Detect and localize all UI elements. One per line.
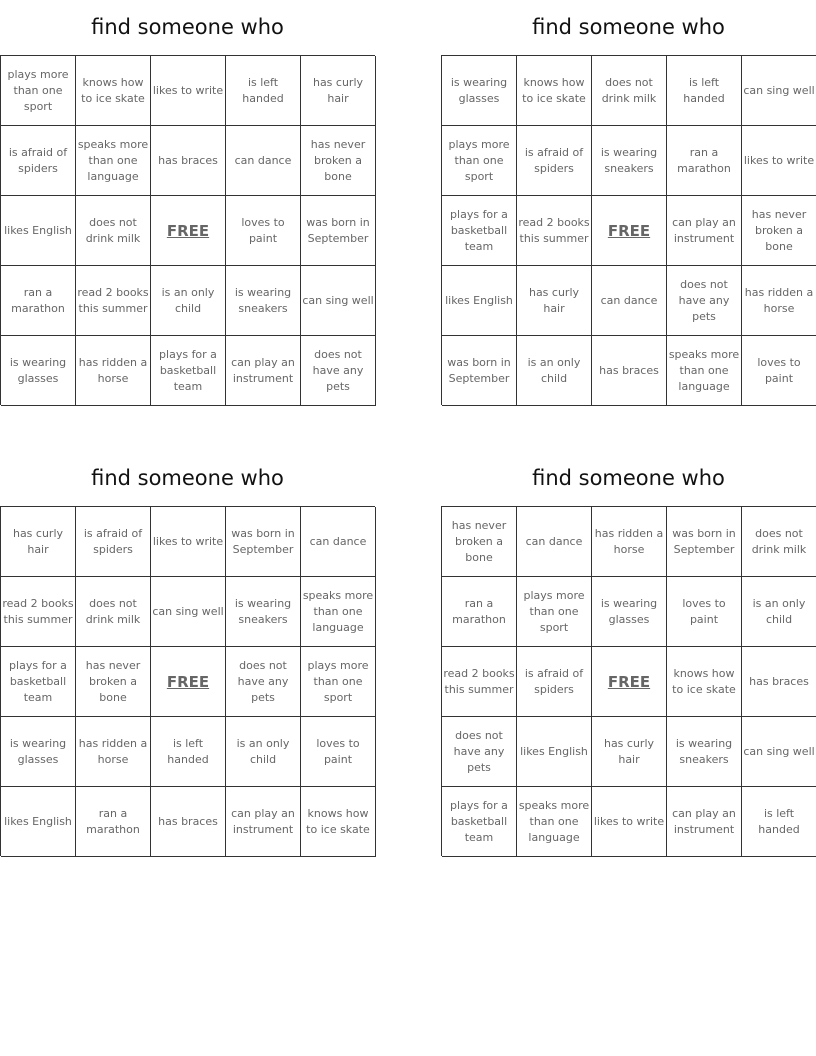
bingo-cell: likes English (1, 196, 76, 266)
bingo-cell: ran a marathon (667, 126, 742, 196)
bingo-cell: loves to paint (742, 336, 816, 406)
bingo-cell: was born in September (301, 196, 376, 266)
bingo-cell: speaks more than one language (517, 787, 592, 857)
bingo-cell: has never broken a bone (442, 507, 517, 577)
bingo-cell: likes to write (151, 507, 226, 577)
bingo-cell: is wearing glasses (592, 577, 667, 647)
bingo-cell: does not have any pets (301, 336, 376, 406)
bingo-cell: is afraid of spiders (1, 126, 76, 196)
bingo-cell: is left handed (151, 717, 226, 787)
bingo-cell: is wearing sneakers (226, 266, 301, 336)
bingo-cell: loves to paint (226, 196, 301, 266)
bingo-cell: plays more than one sport (442, 126, 517, 196)
bingo-cell: can dance (517, 507, 592, 577)
bingo-cell: is left handed (742, 787, 816, 857)
bingo-cell: has never broken a bone (76, 647, 151, 717)
bingo-cell: read 2 books this summer (76, 266, 151, 336)
bingo-cell: likes to write (592, 787, 667, 857)
bingo-cell: is wearing glasses (442, 56, 517, 126)
bingo-cell: plays for a basketball team (442, 787, 517, 857)
bingo-cell: plays more than one sport (301, 647, 376, 717)
bingo-cell: can sing well (301, 266, 376, 336)
bingo-cell: plays for a basketball team (442, 196, 517, 266)
card-title: find someone who (91, 15, 284, 39)
bingo-cell: is an only child (517, 336, 592, 406)
bingo-card-3 (0, 451, 375, 856)
bingo-cell: can play an instrument (667, 787, 742, 857)
bingo-cell: has never broken a bone (301, 126, 376, 196)
bingo-cell: can play an instrument (226, 336, 301, 406)
bingo-cell: knows how to ice skate (76, 56, 151, 126)
bingo-cell: knows how to ice skate (517, 56, 592, 126)
free-space: FREE (151, 647, 226, 717)
bingo-cell: is wearing sneakers (592, 126, 667, 196)
free-space: FREE (592, 647, 667, 717)
bingo-cell: read 2 books this summer (1, 577, 76, 647)
bingo-cell: can play an instrument (226, 787, 301, 857)
bingo-cell: is wearing sneakers (226, 577, 301, 647)
bingo-cell: is left handed (226, 56, 301, 126)
bingo-cell: likes English (517, 717, 592, 787)
bingo-cell: can sing well (742, 56, 816, 126)
bingo-cell: plays for a basketball team (151, 336, 226, 406)
bingo-cell: has ridden a horse (742, 266, 816, 336)
card-title: find someone who (532, 466, 725, 490)
bingo-cell: is afraid of spiders (517, 647, 592, 717)
bingo-cell: can sing well (151, 577, 226, 647)
bingo-cell: has curly hair (517, 266, 592, 336)
bingo-cell: can play an instrument (667, 196, 742, 266)
bingo-cell: does not drink milk (76, 577, 151, 647)
bingo-cell: likes English (1, 787, 76, 857)
bingo-cell: ran a marathon (442, 577, 517, 647)
bingo-cell: read 2 books this summer (517, 196, 592, 266)
bingo-cell: speaks more than one language (301, 577, 376, 647)
bingo-cell: has ridden a horse (76, 717, 151, 787)
free-space: FREE (592, 196, 667, 266)
bingo-grid (0, 506, 375, 856)
bingo-cell: plays for a basketball team (1, 647, 76, 717)
bingo-cell: does not drink milk (742, 507, 816, 577)
bingo-cell: does not drink milk (76, 196, 151, 266)
bingo-grid (441, 506, 816, 856)
bingo-cell: has curly hair (1, 507, 76, 577)
bingo-cell: is afraid of spiders (517, 126, 592, 196)
free-space: FREE (151, 196, 226, 266)
bingo-cell: has braces (742, 647, 816, 717)
bingo-grid (441, 55, 816, 405)
card-title: find someone who (532, 15, 725, 39)
bingo-cell: likes to write (742, 126, 816, 196)
bingo-cell: has curly hair (301, 56, 376, 126)
bingo-cell: has braces (151, 126, 226, 196)
bingo-cell: read 2 books this summer (442, 647, 517, 717)
bingo-cell: was born in September (226, 507, 301, 577)
bingo-cell: is left handed (667, 56, 742, 126)
bingo-cell: plays more than one sport (1, 56, 76, 126)
bingo-cell: is wearing sneakers (667, 717, 742, 787)
bingo-cell: likes to write (151, 56, 226, 126)
bingo-cell: was born in September (442, 336, 517, 406)
bingo-cell: can dance (226, 126, 301, 196)
bingo-cell: has curly hair (592, 717, 667, 787)
bingo-cell: has ridden a horse (592, 507, 667, 577)
bingo-cell: can dance (301, 507, 376, 577)
bingo-cell: is an only child (742, 577, 816, 647)
bingo-cell: does not have any pets (442, 717, 517, 787)
card-title: find someone who (91, 466, 284, 490)
bingo-cell: is wearing glasses (1, 336, 76, 406)
bingo-card-2 (441, 0, 816, 405)
bingo-cell: is wearing glasses (1, 717, 76, 787)
bingo-cell: likes English (442, 266, 517, 336)
bingo-card-1 (0, 0, 375, 405)
bingo-card-4 (441, 451, 816, 856)
bingo-cell: can sing well (742, 717, 816, 787)
bingo-cell: does not have any pets (667, 266, 742, 336)
bingo-cell: loves to paint (667, 577, 742, 647)
bingo-cell: knows how to ice skate (667, 647, 742, 717)
bingo-cell: does not drink milk (592, 56, 667, 126)
bingo-cell: plays more than one sport (517, 577, 592, 647)
bingo-cell: can dance (592, 266, 667, 336)
bingo-cell: speaks more than one language (76, 126, 151, 196)
bingo-cell: has never broken a bone (742, 196, 816, 266)
bingo-cell: has braces (151, 787, 226, 857)
bingo-cell: is afraid of spiders (76, 507, 151, 577)
bingo-cell: has ridden a horse (76, 336, 151, 406)
bingo-cell: loves to paint (301, 717, 376, 787)
bingo-cell: knows how to ice skate (301, 787, 376, 857)
bingo-cell: is an only child (151, 266, 226, 336)
bingo-cell: was born in September (667, 507, 742, 577)
bingo-grid (0, 55, 375, 405)
bingo-cell: speaks more than one language (667, 336, 742, 406)
bingo-cell: has braces (592, 336, 667, 406)
bingo-cell: does not have any pets (226, 647, 301, 717)
bingo-cell: is an only child (226, 717, 301, 787)
bingo-cell: ran a marathon (1, 266, 76, 336)
bingo-cell: ran a marathon (76, 787, 151, 857)
